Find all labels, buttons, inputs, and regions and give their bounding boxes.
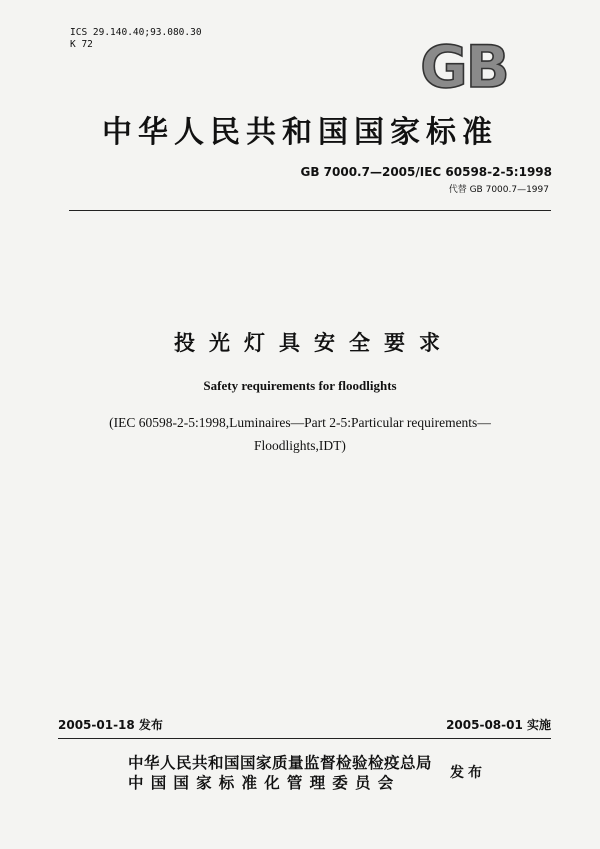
gb-logo-icon bbox=[399, 35, 529, 93]
iec-reference-line-1: (IEC 60598-2-5:1998,Luminaires—Part 2-5:Particular requirements— bbox=[109, 415, 491, 430]
effective-date: 2005-08-01 实施 bbox=[446, 718, 551, 732]
standard-category-title: 中华人民共和国国家标准 bbox=[102, 115, 498, 150]
ics-code: ICS 29.140.40;93.080.30 bbox=[70, 27, 202, 38]
gb-logo-text: GB bbox=[420, 35, 508, 93]
issue-date: 2005-01-18 发布 bbox=[58, 718, 163, 732]
header-divider bbox=[69, 210, 551, 211]
footer-divider bbox=[58, 738, 551, 739]
iec-reference-line-2: Floodlights,IDT) bbox=[254, 438, 346, 453]
replaces-note: 代替 GB 7000.7—1997 bbox=[448, 185, 549, 195]
document-title-english: Safety requirements for floodlights bbox=[203, 378, 397, 393]
issuer-aqsiq: 中华人民共和国国家质量监督检验检疫总局 bbox=[128, 754, 433, 772]
publish-label: 发布 bbox=[450, 765, 486, 781]
classification-codes bbox=[70, 27, 202, 51]
issuer-sac: 中国国家标准化管理委员会 bbox=[128, 774, 401, 792]
standard-number: GB 7000.7—2005/IEC 60598-2-5:1998 bbox=[300, 165, 552, 179]
ccs-code: K 72 bbox=[70, 39, 93, 50]
document-title-chinese: 投光灯具安全要求 bbox=[174, 331, 454, 355]
